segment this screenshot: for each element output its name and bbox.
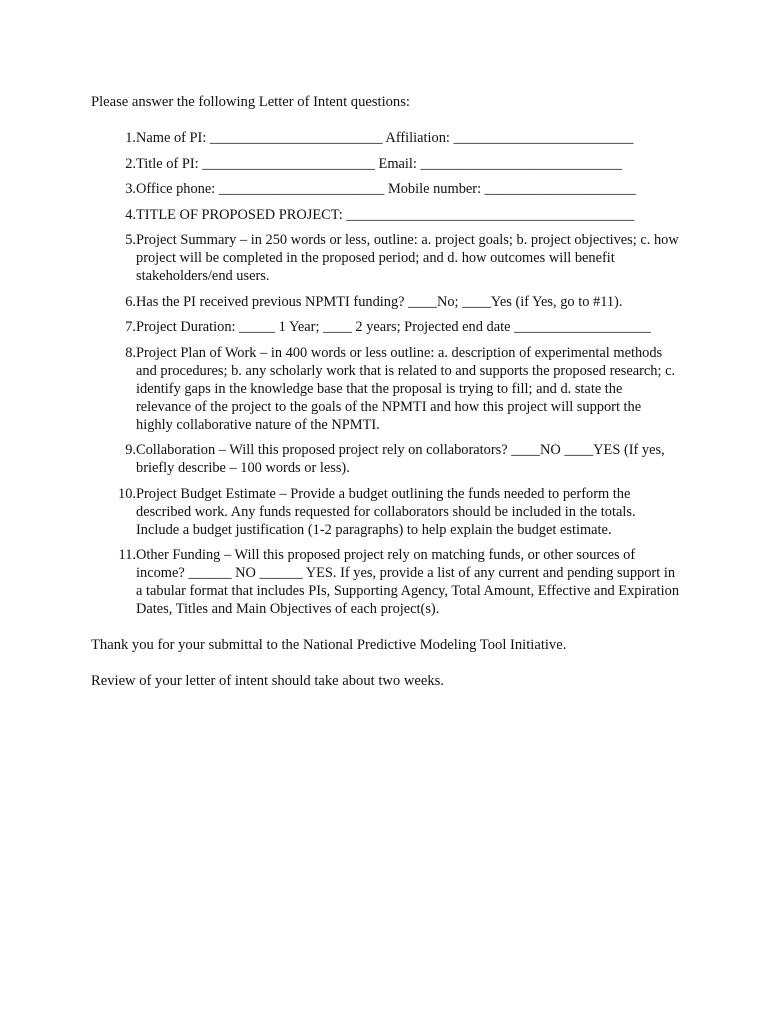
question-item [91,344,681,434]
intro-text: Please answer the following Letter of Intent questions: [91,94,410,110]
question-number: 3. [125,181,136,197]
question-text: Other Funding – Will this proposed project rely on matching funds, or other sources of income? ______ NO ______ YES. If yes, provide a list of any current and pending support in a tabular format that includes PIs, Supporting Agency, Total Amount, Effective and Expiration Dates, Titles and Main Objectives of each project(s). [136,547,680,617]
question-number: 8. [125,344,136,361]
question-item [91,485,681,539]
question-number: 9. [125,442,136,458]
question-item [91,206,681,224]
question-number: 7. [125,319,136,335]
question-text: Project Duration: _____ 1 Year; ____ 2 years; Projected end date ___________________ [136,319,651,335]
question-item [91,293,681,311]
question-text: Office phone: _______________________ Mobile number: _____________________ [136,181,636,197]
question-item [91,231,681,285]
question-text: Collaboration – Will this proposed project rely on collaborators? ____NO ____YES (If yes, briefly describe – 100 words or less). [136,442,665,476]
question-text: Project Summary – in 250 words or less, outline: a. project goals; b. project objectives; c. how project will be completed in the proposed period; and d. how outcomes will benefit stakeholders/end users. [136,232,679,284]
question-number: 10. [118,485,136,502]
question-number: 1. [125,130,136,146]
question-number: 4. [125,206,136,223]
question-number: 5. [125,232,136,248]
review-note: Review of your letter of intent should take about two weeks. [91,673,445,689]
question-number: 6. [125,293,136,310]
question-text: Project Plan of Work – in 400 words or less outline: a. description of experimental methods and procedures; b. any scholarly work that is related to and supports the proposed research; c. identify gaps in the knowledge base that the proposal is trying to fill; and d. state the relevance of the project to the goals of the NPMTI and how this project will support the highly collaborative nature of the NPMTI. [136,344,676,433]
question-number: 11. [118,547,136,563]
question-item [91,318,681,336]
question-text: TITLE OF PROPOSED PROJECT: ________________________________________ [136,206,635,223]
question-text: Has the PI received previous NPMTI funding? ____No; ____Yes (if Yes, go to #11). [136,293,623,310]
question-text: Title of PI: ________________________ Email: ____________________________ [136,155,622,172]
question-text: Project Budget Estimate – Provide a budget outlining the funds needed to perform the described work. Any funds requested for collaborators should be included in the totals. Include a budget justification (1-2 paragraphs) to help explain the budget estimate. [136,485,636,538]
question-item [91,129,681,147]
question-number: 2. [125,155,136,172]
question-item [91,441,681,477]
thank-you-text: Thank you for your submittal to the National Predictive Modeling Tool Initiative. [91,637,567,653]
question-text: Name of PI: ________________________ Affiliation: _________________________ [136,130,634,146]
question-item [91,546,681,618]
question-item [91,155,681,173]
question-item [91,180,681,198]
question-list [91,129,681,626]
